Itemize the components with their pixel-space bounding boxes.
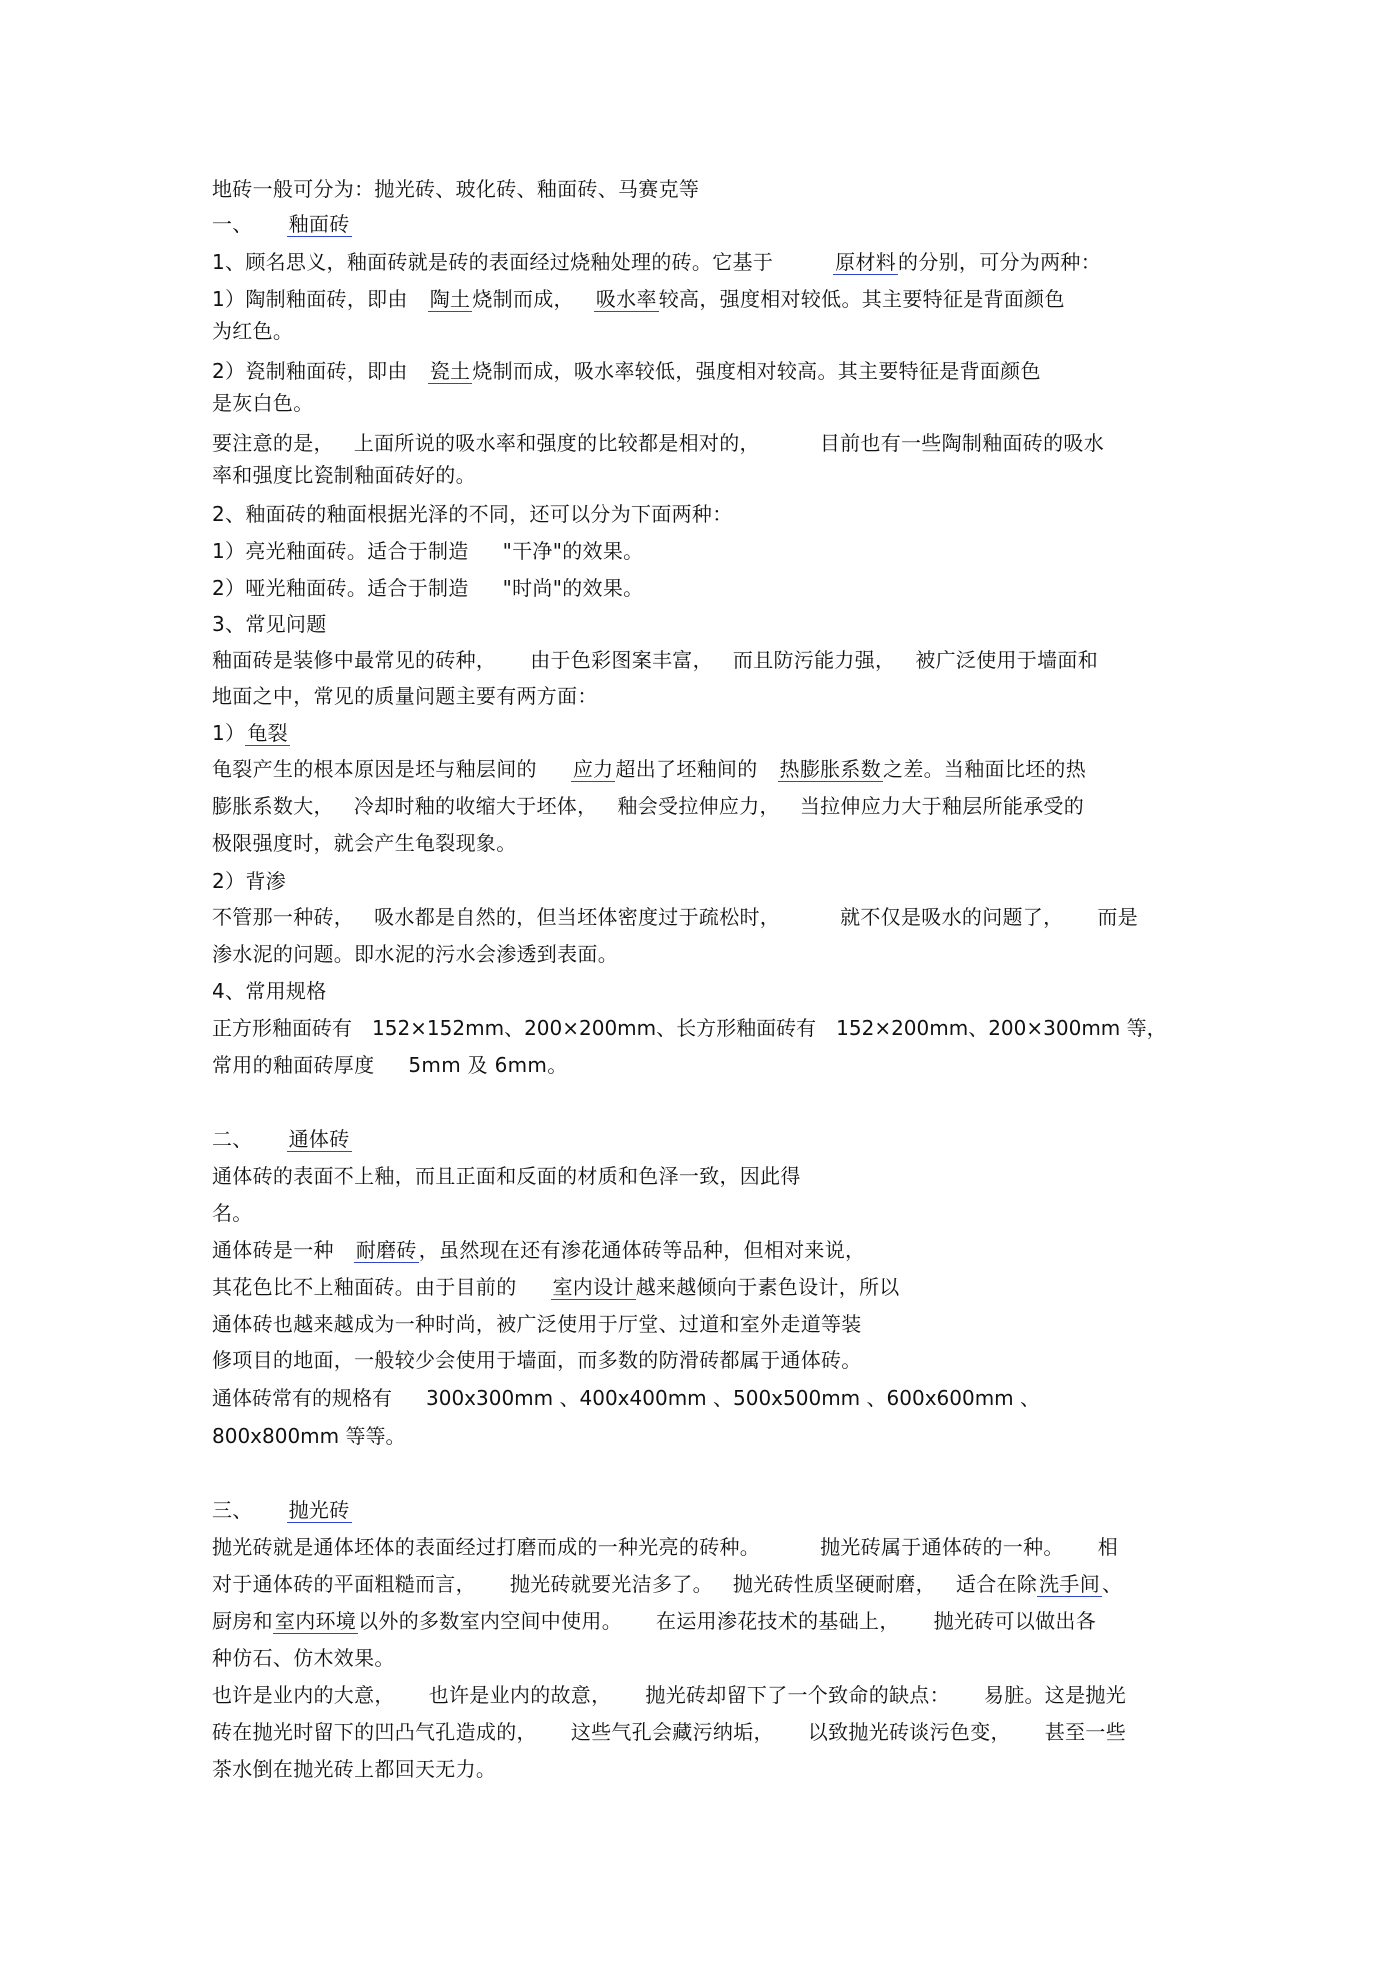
paragraph-line: [212, 1346, 862, 1374]
section-number: 二、: [212, 1127, 253, 1151]
text: 釉会受拉伸应力，: [617, 794, 780, 818]
paragraph-line: [212, 357, 1041, 385]
underlined-term: 应力: [572, 757, 614, 781]
text: 被广泛使用于墙面和: [915, 648, 1099, 672]
text: 152×152mm、200×200mm、长方形釉面砖有: [372, 1016, 817, 1040]
text: 300x300mm 、400x400mm 、500x500mm 、600x600mm 、: [426, 1386, 1041, 1410]
text: 膨胀系数大，: [212, 794, 334, 818]
paragraph-line: [212, 248, 1101, 276]
paragraph-line: [212, 1533, 1118, 1561]
paragraph-line: [212, 500, 733, 528]
paragraph-line: [212, 1755, 496, 1783]
text: ，虽然现在还有渗花通体砖等品种，但相对来说，: [418, 1238, 866, 1262]
text: 1）: [212, 721, 246, 745]
paragraph-line: [212, 1273, 900, 1301]
paragraph-line: [212, 1570, 1122, 1598]
text: 就不仅是吸水的问题了，: [840, 905, 1064, 929]
underlined-term: 室内设计: [552, 1275, 634, 1299]
text: 其花色比不上釉面砖。由于目前的: [212, 1275, 517, 1299]
text: 抛光砖就要光洁多了。: [509, 1572, 713, 1596]
intro-text: 地砖一般可分为：抛光砖、玻化砖、釉面砖、马赛克等: [212, 177, 700, 201]
intro-line: [212, 175, 699, 203]
paragraph-line: [212, 682, 598, 710]
paragraph-line: [212, 1384, 1040, 1412]
paragraph-line: [212, 1236, 865, 1264]
paragraph-line: [212, 646, 1098, 674]
underlined-term: 吸水率: [595, 287, 657, 311]
paragraph-line: [212, 1681, 1126, 1709]
section-1-heading: [212, 210, 352, 238]
text: 为红色。: [212, 319, 294, 343]
text: 1、顾名思义，釉面砖就是砖的表面经过烧釉处理的砖。它基于: [212, 250, 774, 274]
section-title: 通体砖: [288, 1127, 350, 1151]
paragraph-line: [212, 461, 476, 489]
text: 而且防污能力强，: [732, 648, 896, 672]
text: 4、常用规格: [212, 979, 327, 1003]
text: 较高，强度相对较低。其主要特征是背面颜色: [658, 287, 1065, 311]
paragraph-line: [212, 867, 286, 895]
text: 抛光砖就是通体坯体的表面经过打磨而成的一种光亮的砖种。: [212, 1535, 761, 1559]
text: 名。: [212, 1201, 253, 1225]
paragraph-line: [212, 574, 643, 602]
underlined-term: 耐磨砖: [355, 1238, 417, 1262]
text: 常用的釉面砖厚度: [212, 1053, 375, 1077]
section-2-heading: [212, 1125, 352, 1153]
text: "干净"的效果。: [502, 539, 644, 563]
paragraph-line: [212, 1718, 1126, 1746]
text: 要注意的是，: [212, 431, 334, 455]
text: 也许是业内的大意，: [212, 1683, 395, 1707]
text: 由于色彩图案丰富，: [530, 648, 713, 672]
text: 800x800mm 等等。: [212, 1424, 406, 1448]
text: 的分别，可分为两种：: [898, 250, 1102, 274]
text: 釉面砖是装修中最常见的砖种，: [212, 648, 497, 672]
text: 通体砖的表面不上釉，而且正面和反面的材质和色泽一致，因此得: [212, 1164, 801, 1188]
text: 2）哑光釉面砖。适合于制造: [212, 576, 469, 600]
text: 龟裂产生的根本原因是坯与釉层间的: [212, 757, 537, 781]
underlined-term: 室内环境: [274, 1609, 357, 1633]
section-title: 抛光砖: [288, 1498, 350, 1522]
text: 通体砖也越来越成为一种时尚，被广泛使用于厅堂、过道和室外走道等装: [212, 1312, 862, 1336]
paragraph-line: [212, 1422, 406, 1450]
text: 1）亮光釉面砖。适合于制造: [212, 539, 469, 563]
section-title: 釉面砖: [288, 212, 350, 236]
text: 茶水倒在抛光砖上都回天无力。: [212, 1757, 497, 1781]
text: 上面所说的吸水率和强度的比较都是相对的，: [353, 431, 760, 455]
text: 烧制而成，: [472, 287, 574, 311]
text: 2）背渗: [212, 869, 286, 893]
text: 适合在除: [955, 1572, 1038, 1596]
section-number: 一、: [212, 212, 253, 236]
text: "时尚"的效果。: [502, 576, 644, 600]
text: 在运用渗花技术的基础上，: [656, 1609, 900, 1633]
underlined-term: 龟裂: [247, 721, 288, 745]
paragraph-line: [212, 792, 1084, 820]
paragraph-line: [212, 719, 290, 747]
text: 以外的多数室内空间中使用。: [358, 1609, 623, 1633]
text: 152×200mm、200×300mm 等，: [836, 1016, 1167, 1040]
text: 修项目的地面，一般较少会使用于墙面，而多数的防滑砖都属于通体砖。: [212, 1348, 862, 1372]
text: 吸水都是自然的，但当坯体密度过于疏松时，: [374, 905, 781, 929]
paragraph-line: [212, 755, 1086, 783]
paragraph-line: [212, 285, 1065, 313]
text: 之差。当釉面比坯的热: [883, 757, 1087, 781]
paragraph-line: [212, 1199, 253, 1227]
text: 而是: [1097, 905, 1139, 929]
paragraph-line: [212, 1051, 568, 1079]
text: 以致抛光砖谈污色变，: [807, 1720, 1011, 1744]
section-3-heading: [212, 1496, 352, 1524]
text: 3、常见问题: [212, 612, 327, 636]
text: 2）瓷制釉面砖，即由: [212, 359, 408, 383]
text: 5mm 及 6mm。: [408, 1053, 568, 1077]
text: 地面之中，常见的质量问题主要有两方面：: [212, 684, 598, 708]
text: 抛光砖性质坚硬耐磨，: [732, 1572, 936, 1596]
underlined-term: 洗手间: [1039, 1572, 1101, 1596]
text: 通体砖常有的规格有: [212, 1386, 392, 1410]
text: 厨房和: [212, 1609, 273, 1633]
paragraph-line: [212, 429, 1104, 457]
text: 砖在抛光时留下的凹凸气孔造成的，: [212, 1720, 537, 1744]
paragraph-line: [212, 317, 293, 345]
text: 通体砖是一种: [212, 1238, 334, 1262]
text: 烧制而成，吸水率较低，强度相对较高。其主要特征是背面颜色: [472, 359, 1041, 383]
text: 也许是业内的故意，: [428, 1683, 612, 1707]
text: 正方形釉面砖有: [212, 1016, 352, 1040]
paragraph-line: [212, 977, 327, 1005]
text: 、: [1102, 1572, 1123, 1596]
text: 是灰白色。: [212, 391, 314, 415]
text: 甚至一些: [1044, 1720, 1127, 1744]
text: 极限强度时，就会产生龟裂现象。: [212, 831, 517, 855]
underlined-term: 热膨胀系数: [779, 757, 882, 781]
text: 抛光砖可以做出各: [933, 1609, 1097, 1633]
text: 不管那一种砖，: [212, 905, 355, 929]
text: 抛光砖却留下了一个致命的缺点：: [645, 1683, 950, 1707]
text: 2、釉面砖的釉面根据光泽的不同，还可以分为下面两种：: [212, 502, 733, 526]
paragraph-line: [212, 1310, 862, 1338]
text: 当拉伸应力大于釉层所能承受的: [799, 794, 1085, 818]
paragraph-line: [212, 1162, 801, 1190]
paragraph-line: [212, 389, 314, 417]
paragraph-line: [212, 829, 517, 857]
text: 种仿石、仿木效果。: [212, 1646, 395, 1670]
underlined-term: 原材料: [835, 250, 897, 274]
text: 1）陶制釉面砖，即由: [212, 287, 408, 311]
paragraph-line: [212, 1607, 1096, 1635]
paragraph-line: [212, 1644, 395, 1672]
section-number: 三、: [212, 1498, 253, 1522]
text: 越来越倾向于素色设计，所以: [635, 1275, 900, 1299]
underlined-term: 陶土: [429, 287, 471, 311]
paragraph-line: [212, 537, 643, 565]
text: 渗水泥的问题。即水泥的污水会渗透到表面。: [212, 942, 618, 966]
text: 这些气孔会藏污纳垢，: [570, 1720, 774, 1744]
text: 对于通体砖的平面粗糙而言，: [212, 1572, 476, 1596]
text: 抛光砖属于通体砖的一种。: [820, 1535, 1064, 1559]
paragraph-line: [212, 903, 1138, 931]
text: 超出了坯釉间的: [615, 757, 758, 781]
paragraph-line: [212, 610, 327, 638]
paragraph-line: [212, 940, 618, 968]
text: 相: [1097, 1535, 1119, 1559]
text: 冷却时釉的收缩大于坯体，: [353, 794, 598, 818]
text: 率和强度比瓷制釉面砖好的。: [212, 463, 476, 487]
paragraph-line: [212, 1014, 1167, 1042]
underlined-term: 瓷土: [429, 359, 471, 383]
text: 易脏。这是抛光: [983, 1683, 1127, 1707]
text: 目前也有一些陶制釉面砖的吸水: [819, 431, 1105, 455]
